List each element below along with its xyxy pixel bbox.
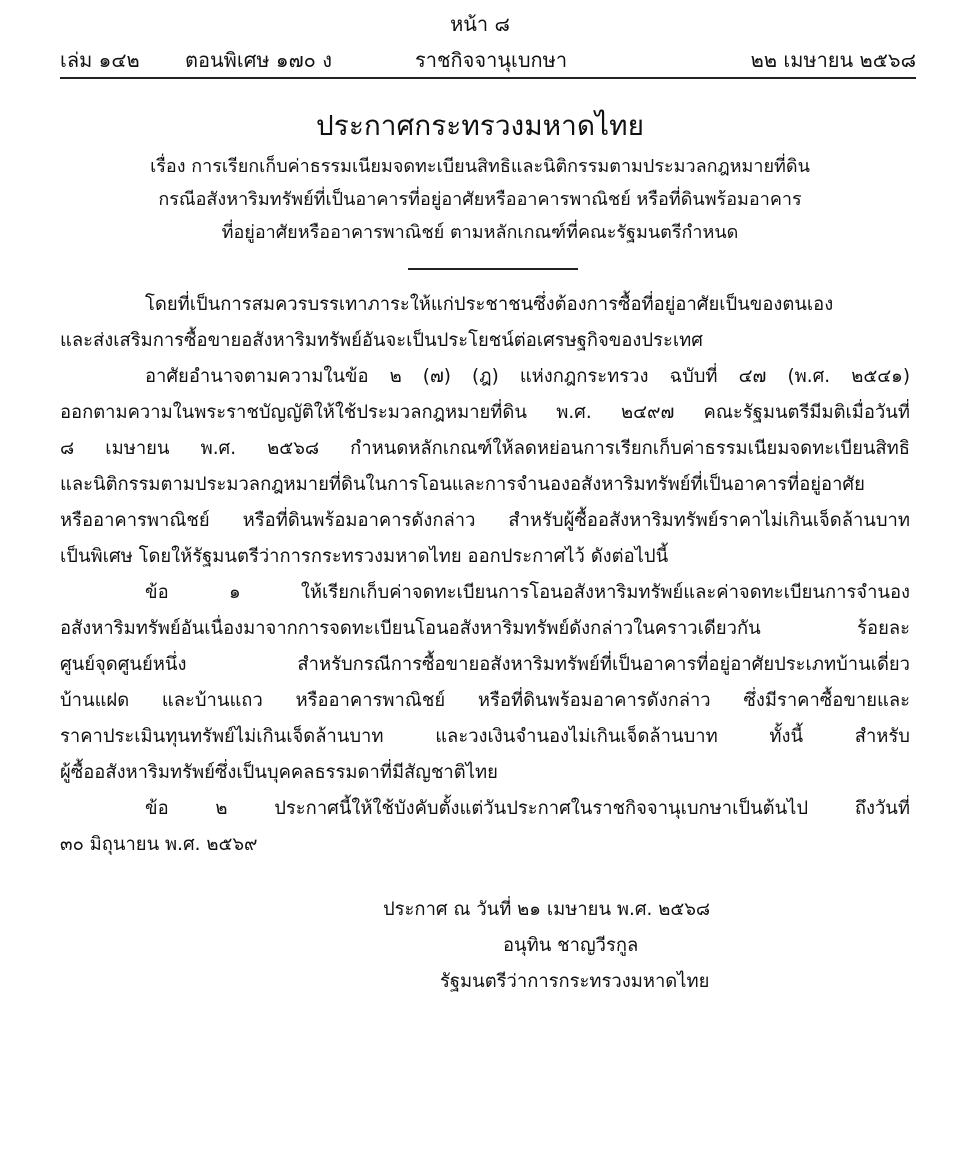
subject-line: กรณีอสังหาริมทรัพย์ที่เป็นอาคารที่อยู่อาศัยหรืออาคารพาณิชย์ หรือที่ดินพร้อมอาคาร	[158, 189, 802, 210]
document-subject	[80, 150, 880, 249]
signatory-position: รัฐมนตรีว่าการกระทรวงมหาดไทย	[440, 971, 710, 992]
signatory-name: อนุทิน ชาญวีรกูล	[503, 935, 639, 956]
subject-line: ที่อยู่อาศัยหรืออาคารพาณิชย์ ตามหลักเกณฑ์ที่คณะรัฐมนตรีกำหนด	[221, 222, 739, 243]
body-line: และนิติกรรมตามประมวลกฎหมายที่ดินในการโอนและการจำนองอสังหาริมทรัพย์ที่เป็นอาคารที่อยู่อาศัย	[60, 474, 865, 495]
body-line: ศูนย์จุดศูนย์หนึ่ง สำหรับกรณีการซื้อขายอสังหาริมทรัพย์ที่เป็นอาคารที่อยู่อาศัยประเภทบ้านเดี่ยว	[60, 654, 910, 675]
document-title: ประกาศกระทรวงมหาดไทย	[316, 109, 644, 142]
body-line: อสังหาริมทรัพย์อันเนื่องมาจากการจดทะเบียนโอนอสังหาริมทรัพย์ดังกล่าวในคราวเดียวกัน ร้อยละ	[60, 618, 910, 639]
subject-line: เรื่อง การเรียกเก็บค่าธรรมเนียมจดทะเบียนสิทธิและนิติกรรมตามประมวลกฎหมายที่ดิน	[150, 156, 810, 177]
header-rule	[60, 77, 916, 79]
body-line: บ้านแฝด และบ้านแถว หรืออาคารพาณิชย์ หรือที่ดินพร้อมอาคารดังกล่าว ซึ่งมีราคาซื้อขายและ	[60, 690, 910, 711]
gazette-header	[60, 44, 916, 76]
header-gazette-name: ราชกิจจานุเบกษา	[415, 48, 568, 72]
header-date: ๒๒ เมษายน ๒๕๖๘	[750, 48, 916, 72]
body-line: อาศัยอำนาจตามความในข้อ ๒ (๗) (ฎ) แห่งกฎกระทรวง ฉบับที่ ๔๗ (พ.ศ. ๒๕๔๑)	[145, 366, 910, 387]
document-body	[60, 287, 910, 863]
body-line: และส่งเสริมการซื้อขายอสังหาริมทรัพย์อันจะเป็นประโยชน์ต่อเศรษฐกิจของประเทศ	[60, 330, 703, 351]
body-line: เป็นพิเศษ โดยให้รัฐมนตรีว่าการกระทรวงมหาดไทย ออกประกาศไว้ ดังต่อไปนี้	[60, 546, 669, 567]
signature-date: ประกาศ ณ วันที่ ๒๑ เมษายน พ.ศ. ๒๕๖๘	[383, 899, 711, 920]
body-line: ข้อ ๒ ประกาศนี้ให้ใช้บังคับตั้งแต่วันประกาศในราชกิจจานุเบกษาเป็นต้นไป ถึงวันที่	[145, 798, 910, 819]
header-volume: เล่ม ๑๔๒	[60, 48, 140, 72]
body-line: ๓๐ มิถุนายน พ.ศ. ๒๕๖๙	[60, 834, 258, 855]
body-line: ข้อ ๑ ให้เรียกเก็บค่าจดทะเบียนการโอนอสังหาริมทรัพย์และค่าจดทะเบียนการจำนอง	[145, 582, 910, 603]
header-issue: ตอนพิเศษ ๑๗๐ ง	[185, 48, 332, 72]
body-line: หรืออาคารพาณิชย์ หรือที่ดินพร้อมอาคารดังกล่าว สำหรับผู้ซื้ออสังหาริมทรัพย์ราคาไม่เกินเจ็ดล้านบาท	[60, 510, 910, 531]
body-line: ๘ เมษายน พ.ศ. ๒๕๖๘ กำหนดหลักเกณฑ์ให้ลดหย่อนการเรียกเก็บค่าธรรมเนียมจดทะเบียนสิทธิ	[60, 438, 910, 459]
body-line: ราคาประเมินทุนทรัพย์ไม่เกินเจ็ดล้านบาท และวงเงินจำนองไม่เกินเจ็ดล้านบาท ทั้งนี้ สำหรับ	[60, 726, 910, 747]
title-separator	[408, 268, 578, 270]
body-line: ผู้ซื้ออสังหาริมทรัพย์ซึ่งเป็นบุคคลธรรมดาที่มีสัญชาติไทย	[60, 762, 498, 783]
body-line: ออกตามความในพระราชบัญญัติให้ใช้ประมวลกฎหมายที่ดิน พ.ศ. ๒๔๙๗ คณะรัฐมนตรีมีมติเมื่อวันที่	[60, 402, 910, 423]
page-number: หน้า ๘	[450, 12, 510, 36]
body-line: โดยที่เป็นการสมควรบรรเทาภาระให้แก่ประชาชนซึ่งต้องการซื้อที่อยู่อาศัยเป็นของตนเอง	[145, 294, 834, 315]
